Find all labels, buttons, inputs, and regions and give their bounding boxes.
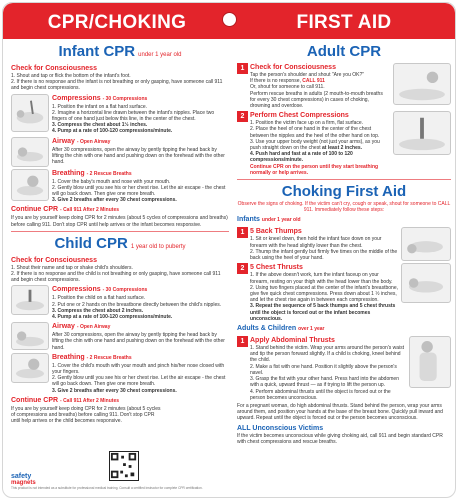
child-breathing-sub: - 2 Rescue Breaths [86,354,132,361]
child-continue-text: If you are by yourself keep doing CPR for 2 minutes (about 5 cycles of compressions and breaths) before calling 911. Don't stop CPR until help arrives or the child becomes responsive. [11,405,161,425]
child-compressions-sub: - 30 Compressions [102,287,148,294]
adult-compressions-step-2: 2. Place the heel of one hand in the center of the chest between the nipples and the heel of the other hand on top. [250,126,380,139]
adult-call-911: CALL 911 [302,78,325,85]
child-airway-illustration [11,322,49,350]
infant-airway-title: Airway [52,137,75,145]
infant-continue-title: Continue CPR [11,206,59,214]
brand-logo-line-1: safety [11,473,32,480]
step-number-1: 1 [237,336,248,347]
child-compressions-step-2: 2. Put one or 2 hands on the breastbone directly between the child's nipples. [52,301,222,308]
child-compressions-title: Compressions [52,286,101,294]
infant-continue-sub: - Call 911 After 2 Minutes [60,207,120,214]
chest-thrusts-step-3: 3. Repeat the sequence of 5 back thumps and 5 chest thrusts until the object is forced out or the infant becomes unconscious. [250,303,396,322]
fine-print: This product is not intended as a substitute for professional medical training. Consult a certified instructor for complete CPR certification. [11,486,203,491]
qr-code-icon[interactable] [109,451,139,481]
child-compressions-step-4: 4. Pump at a rate of 100-120 compressions/minute. [52,314,173,321]
abdominal-thrusts-step-3: 3. Grasp the fist with your other hand. Press hard into the abdomen with a quick, upward thrust — as if trying to lift the person up. [250,376,399,389]
pregnant-woman-note: For a pregnant woman, do high abdominal thrusts. Stand behind the person, wrap your arms around them, and position your hands at the base of the breast bone. Quickly pull inward and upward. Repeat until the object is forced out or the person becomes unconscious. [237,402,443,422]
infant-breathing-step-3: 3. Give 2 breaths after every 30 chest compressions. [52,197,177,204]
adult-compressions-depth: at least 2 inches. [322,145,363,152]
infant-compressions-section [11,94,229,135]
infant-airway-sub: - Open Airway [76,138,111,145]
header-title-first-aid: FIRST AID [296,12,392,33]
chest-thrusts-section [237,263,451,322]
chest-thrusts-title: 5 Chest Thrusts [250,264,303,272]
infant-consciousness-title: Check for Consciousness [11,65,97,72]
child-breathing-step-2: 2. Gently blow until you see his or her chest rise. Let the air escape - the chest will go back down. Then give one more breath. [52,375,226,388]
section-divider [11,231,229,232]
header-bar [3,3,455,39]
child-compressions-section [11,285,229,320]
choking-adults-age: over 1 year [298,326,325,333]
child-compressions-step-1: 1. Position the child on a flat hard surface. [52,295,146,302]
adult-continue-cpr: Continue CPR on the person until they start breathing normally or help arrives. [250,163,379,176]
chest-thrusts-step-1: 1. If the above doesn't work, turn the infant faceup on your forearm, resting on your thigh with the head lower than the body. [250,272,393,285]
step-number-2: 2 [237,263,248,274]
header-title-cpr-choking: CPR/CHOKING [47,12,187,33]
infant-compressions-step-2: 2. Imagine a horizontal line drawn between the infant's nipples. Place two fingers of one hand just below this line, in the center of the chest. [52,109,215,123]
infant-airway-illustration [11,137,49,167]
adult-consciousness-illustration [393,63,451,105]
child-compressions-step-3: 3. Compress the chest about 2 inches. [52,307,144,314]
chest-thrusts-illustration [401,263,451,303]
unconscious-victims-heading: ALL Unconscious Victims [237,424,324,432]
infant-cpr-title [11,43,229,64]
child-consciousness-title: Check for Consciousness [11,256,97,264]
child-airway-sub: - Open Airway [76,324,111,331]
abdominal-thrusts-illustration [409,336,451,388]
abdominal-thrusts-section [237,336,451,401]
adult-compressions-step-1: 1. Position the victim face up on a firm, flat surface. [250,120,364,127]
child-breathing-title: Breathing [52,353,85,361]
back-thumps-step-1: 1. Sit or kneel down, then hold the infant face down on your forearm with the head slightly lower than the chest. [250,236,382,249]
adult-compressions-title: Perform Chest Compressions [250,112,349,120]
choking-first-aid-heading: Choking First Aid [281,183,407,201]
adult-consciousness-title: Check for Consciousness [250,64,336,71]
back-thumps-section [237,227,451,261]
child-airway-section [11,322,229,351]
choking-infants-heading: Infants [237,216,260,224]
section-divider [237,179,451,180]
chest-thrusts-step-2: 2. Using two fingers placed at the center of the infant's breastbone, give five quick chest compressions. Press down about 1 ½ inches, and let the chest rise again in between each compression. [250,284,398,304]
adult-consciousness-line-3: Or, shout for someone to call 911. [250,84,325,91]
child-age: 1 year old to puberty [130,243,186,250]
adult-consciousness-line-1: Tap the person's shoulder and shout "Are you OK?" [250,72,365,78]
abdominal-thrusts-title: Apply Abdominal Thrusts [250,337,335,345]
infant-breathing-step-1: 1. Cover the baby's mouth and nose with your mouth. [52,178,171,185]
child-consciousness-step-2: 2. If there is no response and the child is not breathing or only gasping, have someone call 911 and begin chest compressions. [11,271,221,284]
child-continue-section [11,396,161,425]
back-thumps-step-2: 2. Thump the infant gently but firmly five times on the middle of the back using the heel of your hand. [250,248,398,262]
abdominal-thrusts-step-2: 2. Make a fist with one hand. Position it slightly above the person's navel. [250,363,397,376]
infant-compressions-step-3: 3. Compress the chest about 1½ inches. [52,122,148,129]
adult-compressions-section [237,111,451,176]
step-number-1: 1 [237,227,248,238]
child-continue-title: Continue CPR [11,396,59,404]
child-cpr-title [11,235,229,256]
child-breathing-illustration [11,353,49,383]
adult-compressions-illustration [393,111,451,155]
child-airway-title: Airway [52,323,75,331]
infant-breathing-step-2: 2. Gently blow until you see his or her chest rise. Let the air escape - the chest will go back down. Then give one more breath. [52,184,226,198]
back-thumps-illustration [401,227,451,261]
step-number-2: 2 [237,111,248,122]
left-column [11,43,229,425]
child-breathing-step-1: 1. Cover the child's mouth with your mouth and pinch his/her nose closed with your fingers. [52,362,225,376]
adult-consciousness-line-4: Perform rescue breaths in adults (2 mouth-to-mouth breaths for every 30 chest compressions) in cases of choking, drowning and overdose. [250,90,383,110]
brand-logo [11,473,47,487]
adult-consciousness-line-2: If there is no response, [250,78,303,85]
choking-infants-age: under 1 year old [261,217,301,224]
infant-compressions-step-4: 4. Pump at a rate of 100-120 compressions/minute. [52,128,173,135]
child-breathing-step-3: 3. Give 2 breaths after every 30 chest compressions. [52,387,177,394]
child-consciousness-step-1: 1. Shout their name and tap or shake child's shoulders. [11,264,133,271]
infant-compressions-title: Compressions [52,94,101,102]
child-continue-sub: - Call 911 After 2 Minutes [60,397,120,404]
brand-logo-line-2: magnets [11,480,36,486]
right-column [237,43,451,445]
adult-compressions-step-4: 4. Push hard and fast at a rate of 100 to 120 compressions/minute. [250,151,353,164]
infant-breathing-illustration [11,169,49,201]
child-airway-text: After 30 compressions, open the airway by gently tipping the head back by lifting the chin with one hand and pushing down on the forehead with the other hand. [52,332,225,351]
unconscious-victims-text: If the victim becomes unconscious while giving choking aid, call 911 and begin standard CPR with chest compressions and rescue breaths. [237,432,443,445]
infant-consciousness-step-2: 2. If there is no response and the infant is not breathing or only gasping, have someone call 911 and begin chest compressions. [11,79,223,92]
child-breathing-section [11,353,229,394]
first-aid-card [2,2,456,498]
choking-adults-heading: Adults & Children [237,325,297,333]
choking-intro: Observe the signs of choking. If the victim can't cry, cough or speak, shout for someone to CALL 911. Immediately follow these steps: [237,201,451,214]
abdominal-thrusts-step-1: 1. Stand behind the victim. Wrap your arms around the person's waist and tip the person forward slightly. If a child is choking, kneel behind the child. [250,345,404,364]
footer-brand-area [11,451,229,491]
back-thumps-title: 5 Back Thumps [250,228,302,236]
child-compressions-illustration [11,285,49,315]
abdominal-thrusts-step-4: 4. Perform abdominal thrusts until the object is forced out or the person becomes unconscious. [250,388,391,401]
infant-cpr-heading: Infant CPR [58,43,136,60]
infant-continue-text: If you are by yourself keep doing CPR for 2 minutes (about 5 cycles of compressions and breaths) before calling 911. Don't stop CPR until help arrives or the infant becomes responsive. [11,215,228,228]
infant-consciousness-step-1: 1. Shout and tap or flick the bottom of the infant's foot. [11,73,131,79]
infant-breathing-section [11,169,229,204]
child-consciousness-section [11,256,229,284]
infant-compressions-step-1: 1. Position the infant on a flat hard surface. [52,103,148,110]
infant-compressions-illustration [11,94,49,132]
infant-consciousness-section [11,64,229,92]
infant-breathing-title: Breathing [52,169,85,177]
adult-compressions-step-3: 3. Use your upper body weight (not just your arms), as you push straight down on the chest [250,138,380,152]
infant-age: under 1 year old [138,52,182,58]
infant-breathing-sub: - 2 Rescue Breaths [86,170,132,177]
step-number-1: 1 [237,63,248,74]
infant-airway-text: After 30 compressions, open the airway by gently tipping the head back by lifting the chin with one hand and pushing down on the forehead with the other hand. [52,146,225,166]
adult-cpr-heading: Adult CPR [306,43,382,60]
infant-airway-section [11,137,229,167]
infant-compressions-sub: - 30 Compressions [102,95,148,102]
child-cpr-heading: Child CPR [54,234,128,252]
adult-consciousness-section [237,63,451,109]
infant-continue-section [11,205,229,227]
